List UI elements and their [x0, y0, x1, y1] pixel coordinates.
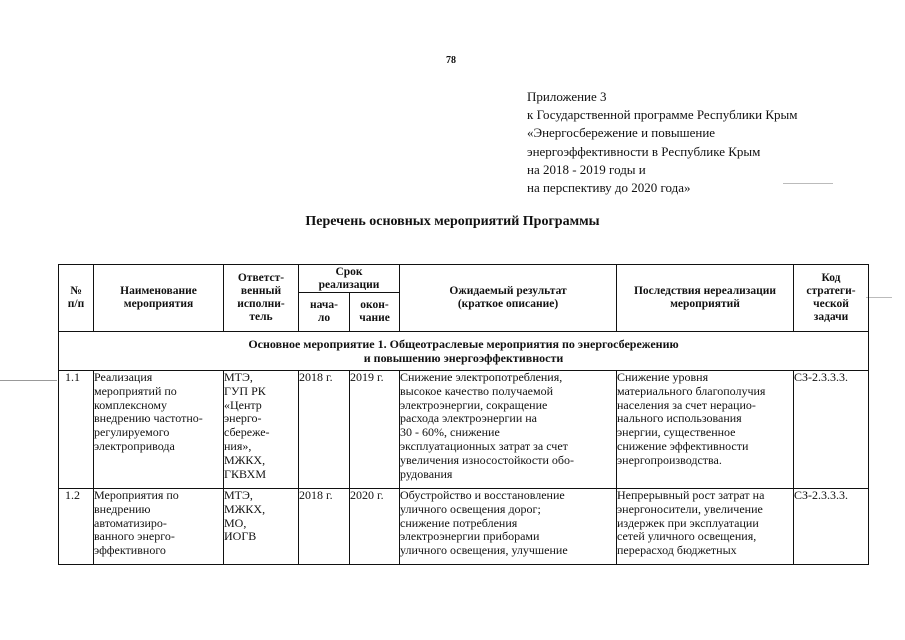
header-name: Наименование мероприятия [94, 265, 224, 332]
row-responsible: МТЭ, ГУП РК «Центр энерго- сбереже- ния», МЖКХ, ГКВХМ [224, 371, 299, 489]
header-responsible: Ответст- венный исполни- тель [224, 265, 299, 332]
section-row [59, 332, 869, 371]
table-row [59, 489, 869, 565]
header-num: № п/п [59, 265, 94, 332]
header-consequences: Последствия нереализации мероприятий [617, 265, 794, 332]
row-start: 2018 г. [299, 489, 350, 565]
header-result: Ожидаемый результат (краткое описание) [400, 265, 617, 332]
row-name: Мероприятия по внедрению автоматизиро- ванного энерго- эффективного [94, 489, 224, 565]
row-consequences: Снижение уровня материального благополучия населения за счет нерацио- нального использования энергии, существенное снижение эффективности энергопроизводства. [617, 371, 794, 489]
row-name: Реализация мероприятий по комплексному внедрению частотно- регулируемого электропривода [94, 371, 224, 489]
row-num: 1.1 [59, 371, 94, 489]
document-title: Перечень основных мероприятий Программы [305, 214, 600, 229]
appendix-line: на перспективу до 2020 года» [527, 180, 691, 196]
row-responsible: МТЭ, МЖКХ, МО, ИОГВ [224, 489, 299, 565]
section-title: Основное мероприятие 1. Общеотраслевые мероприятия по энергосбережению и повышению энергоэффективности [59, 332, 869, 371]
scan-artifact-line [866, 297, 892, 298]
row-result: Снижение электропотребления, высокое качество получаемой электроэнергии, сокращение расхода электроэнергии на 30 - 60%, снижение эксплуатационных затрат за счет увеличения износостойкости обо- рудования [400, 371, 617, 489]
appendix-line: Приложение 3 [527, 89, 607, 104]
row-code: СЗ-2.3.3.3. [794, 489, 869, 565]
row-num: 1.2 [59, 489, 94, 565]
row-result: Обустройство и восстановление уличного освещения дорог; снижение потребления электроэнергии приборами уличного освещения, улучшение [400, 489, 617, 565]
appendix-line: энергоэффективности в Республике Крым [527, 143, 761, 159]
page-number: 78 [446, 55, 456, 66]
measures-table [58, 264, 869, 565]
row-end: 2019 г. [350, 371, 400, 489]
row-end: 2020 г. [350, 489, 400, 565]
table-row [59, 371, 869, 489]
appendix-line: «Энергосбережение и повышение [527, 125, 716, 141]
header-code: Код стратеги- ческой задачи [794, 265, 869, 332]
header-end: окон- чание [350, 293, 400, 332]
appendix-line: к Государственной программе Республики Крым [527, 107, 798, 123]
appendix-line: на 2018 - 2019 годы и [527, 161, 646, 177]
header-start: нача- ло [299, 293, 350, 332]
appendix-block [527, 88, 797, 197]
header-term: Срок реализации [299, 265, 400, 293]
row-consequences: Непрерывный рост затрат на энергоносители, увеличение издержек при эксплуатации сетей уличного освещения, перерасход бюджетных [617, 489, 794, 565]
scan-artifact-line [0, 380, 57, 381]
row-code: СЗ-2.3.3.3. [794, 371, 869, 489]
scan-artifact-line [783, 183, 833, 184]
row-start: 2018 г. [299, 371, 350, 489]
